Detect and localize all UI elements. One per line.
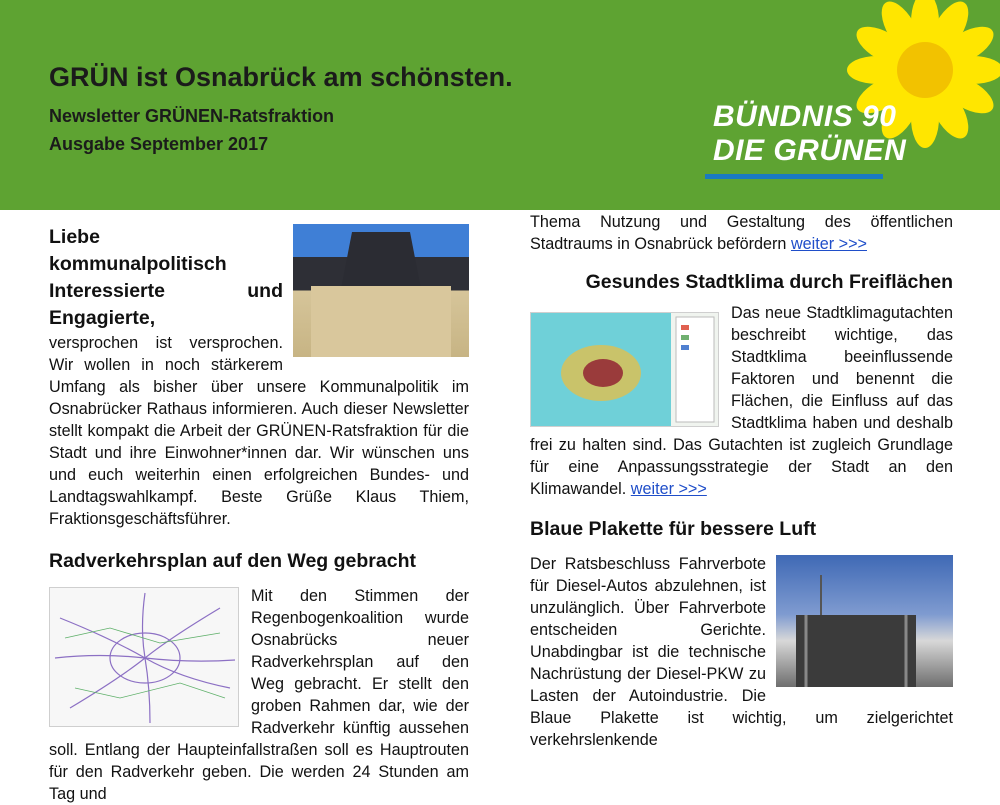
newsletter-title: GRÜN ist Osnabrück am schönsten. [49, 62, 513, 92]
intro-body: versprochen ist versprochen. Wir wollen in noch stärkerem Umfang als bisher über unsere Kommunalpolitik im Osnabrücker Rathaus informieren. Auch dieser Newsletter stellt kompakt die Arbeit der GRÜNEN-Ratsfraktion für die Stadt und ihre Einwohner*innen dar. Wir wünschen uns und euch weiterhin einen erfolgreichen Bundes- und Landtagswahlkampf. Beste Grüße Klaus Thiem, Fraktionsgeschäftsführer. [49, 334, 469, 528]
plakette-photo [776, 555, 953, 687]
radverkehr-map-image [49, 587, 239, 727]
radverkehr-heading: Radverkehrsplan auf den Weg gebracht [49, 550, 416, 572]
plakette-heading: Blaue Plakette für bessere Luft [530, 518, 817, 540]
continuation-text: Thema Nutzung und Gestaltung des öffentlichen Stadtraums in Osnabrück befördern weiter >>> [530, 213, 953, 253]
continuation-more-link[interactable]: weiter >>> [790, 235, 867, 253]
plakette-body: Der Ratsbeschluss Fahrverbote für Diesel-Autos abzulehnen, ist unzulänglich. Über Fahrverbote entscheiden Gerichte. Unabdingbar ist die technische Nachrüstung der Diesel-PKW zu Lasten der Autoindustrie. Die Blaue Plakette ist wichtig, um zielgerichtet verkehrslenkende [530, 555, 953, 749]
intro-heading: Liebe kommunalpolitisch Interessierte und Engagierte, [49, 226, 283, 329]
logo-underline [705, 174, 883, 179]
logo-line-gruenen: DIE GRÜNEN [713, 134, 907, 167]
left-column [49, 224, 469, 805]
stadtklima-heading: Gesundes Stadtklima durch Freiflächen [585, 271, 953, 293]
right-column [530, 211, 953, 751]
newsletter-subtitle: Newsletter GRÜNEN-Ratsfraktion [49, 106, 335, 126]
logo-line-buendnis: BÜNDNIS 90 [713, 100, 897, 133]
stadtklima-more-link[interactable]: weiter >>> [630, 480, 707, 498]
stadtklima-body: Das neue Stadtklimagutachten beschreibt wichtige, das Stadtklima beeinflussende Faktoren und benennt die Flächen, die Einfluss auf das Stadtklima haben und deshalb frei zu halten sind. Das Gutachten ist zugleich Grundlage für eine Anpassungsstrategie der Stadt an den Klimawandel. weiter >>> [530, 304, 953, 498]
stadtklima-map-image [530, 312, 719, 427]
newsletter-header [0, 0, 1000, 210]
newsletter-issue: Ausgabe September 2017 [49, 134, 269, 154]
radverkehr-body: Mit den Stimmen der Regenbogenkoalition wurde Osnabrücks neuer Radverkehrsplan auf den Weg gebracht. Er stellt den groben Rahmen dar, wie der Radverkehr künftig aussehen soll. Entlang der Haupteinfallstraßen soll es Hauptrouten für den Radverkehr geben. Die werden 24 Stunden am Tag und [49, 587, 469, 803]
townhall-photo [293, 224, 469, 357]
